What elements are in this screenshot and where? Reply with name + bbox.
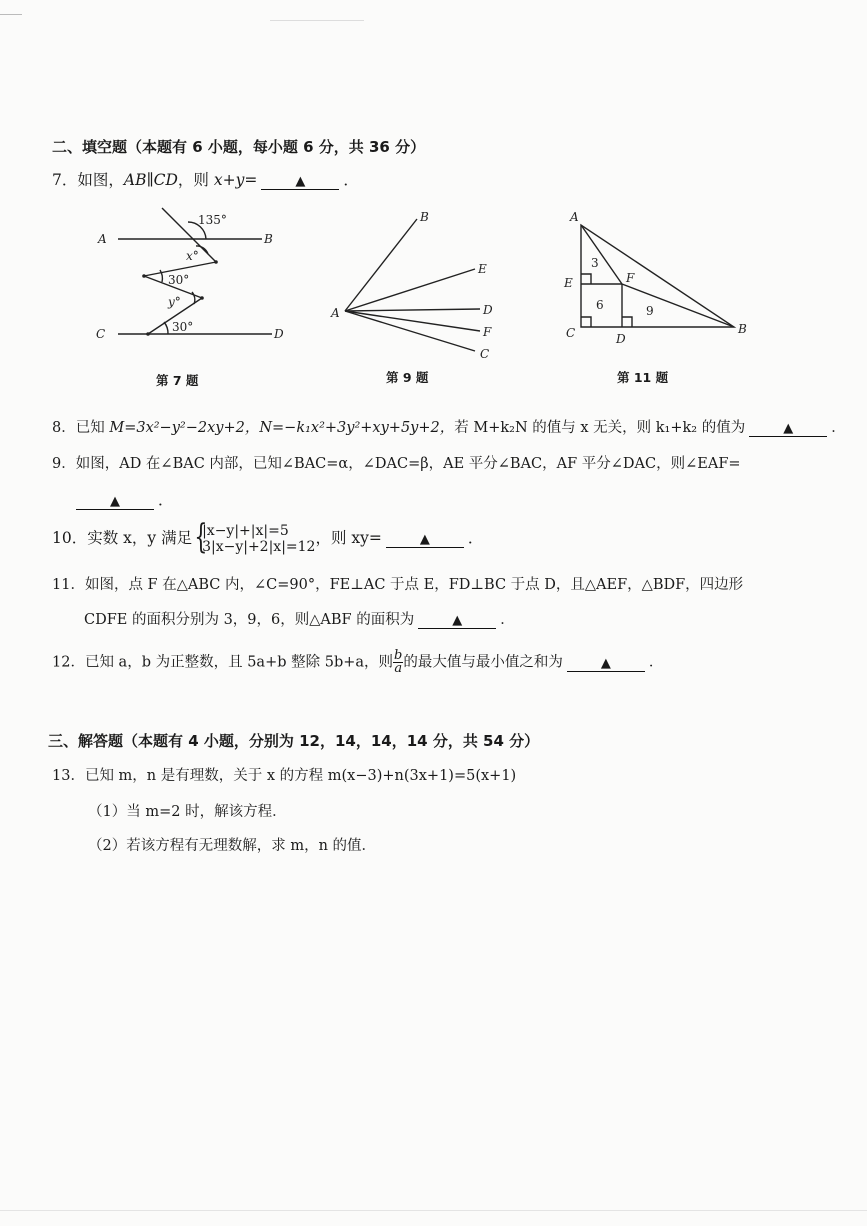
q7-mid: ，则 [177,171,214,189]
point-b: B [264,232,273,246]
question-8 [52,416,846,437]
ray-af [345,311,480,331]
question-10 [52,517,484,557]
answer-triangle-icon: ▲ [110,494,120,509]
point-b: B [738,322,747,336]
q10-answer-blank[interactable] [386,529,464,548]
figure-7-caption: 第 7 题 [156,373,199,388]
q11-text: CDFE 的面积分别为 3，9，6，则△ABF 的面积为 [84,612,415,628]
q12-answer-blank[interactable] [567,655,645,672]
q7-end: ． [343,171,359,189]
point-f: F [483,325,492,339]
point-f: F [626,271,635,285]
q9-end: ． [158,491,174,509]
label-x: x° [186,249,199,263]
q8-condition: 若 M+k₂N 的值与 x 无关，则 k₁+k₂ 的值为 [454,420,746,436]
q12-fraction [393,650,403,675]
point-a: A [570,210,579,224]
point-a: A [98,232,107,246]
area-3: 3 [591,256,599,270]
ray-ae [345,269,475,311]
arc-30b [164,322,168,334]
brace-icon: { [194,517,208,557]
q7-answer-blank[interactable] [261,171,339,190]
q10-equation-2: 3|x−y|+2|x|=12 [202,539,316,555]
answer-triangle-icon: ▲ [600,655,611,671]
answer-triangle-icon: ▲ [452,613,463,628]
question-9: 9．如图，AD 在∠BAC 内部，已知∠BAC=α，∠DAC=β，AE 平分∠BAC，AF 平分∠DAC，则∠EAF= [52,456,741,472]
q10-target: ，则 xy= [315,529,382,547]
point-a: A [331,306,340,320]
question-13-part-2: （2）若该方程有无理数解，求 m，n 的值． [88,838,377,854]
q10-equation-1: |x−y|+|x|=5 [202,523,289,539]
figure-11 [556,205,756,355]
point-d: D [274,327,284,341]
question-9-answer [76,488,174,510]
q10-equation-system [192,517,316,557]
answer-triangle-icon: ▲ [419,532,430,547]
figure-9-caption: 第 9 题 [386,370,429,385]
q10-number: 10．实数 x，y 满足 [52,529,193,547]
point-c: C [566,326,576,340]
section-3-heading: 三、解答题（本题有 4 小题，分别为 12，14，14，14 分，共 54 分） [48,732,540,750]
segment-af [581,225,622,284]
question-12 [52,650,663,675]
point-e: E [478,262,487,276]
q12-end: ． [648,654,664,671]
q11-answer-blank[interactable] [418,612,496,629]
q12-target: 的最大值与最小值之和为 [403,654,563,671]
question-13: 13．已知 m，n 是有理数，关于 x 的方程 m(x−3)+n(3x+1)=5(x+1) [52,768,517,784]
q8-end: ． [831,420,846,436]
label-30b: 30° [172,320,194,334]
q9-answer-blank[interactable] [76,491,154,510]
point-c: C [96,327,106,341]
q7-number: 7．如图， [52,171,124,189]
right-angle-c [581,317,591,327]
area-9: 9 [646,304,654,318]
figure-9 [325,205,505,365]
answer-triangle-icon: ▲ [295,174,306,189]
ray-ad [345,309,480,311]
q8-answer-blank[interactable] [749,420,827,437]
q11-end: ． [500,612,515,628]
point-c: C [480,347,490,361]
right-angle-d [622,317,632,327]
label-30a: 30° [168,273,190,287]
scan-edge-mark [270,20,364,21]
area-6: 6 [596,298,604,312]
q12-denominator: a [394,661,403,676]
answer-triangle-icon: ▲ [783,421,794,436]
figure-7 [90,200,300,350]
triangle-abc [581,225,734,327]
q7-condition: AB∥CD [123,171,178,189]
ray-ab [345,219,417,311]
scan-bottom-edge [0,1210,867,1211]
q8-n-definition: N=−k₁x²+3y²+xy+5y+2， [259,420,455,436]
label-135: 135° [198,213,227,227]
right-angle-e [581,274,591,284]
section-2-heading: 二、填空题（本题有 6 小题，每小题 6 分，共 36 分） [52,138,426,156]
question-7 [52,168,359,190]
point-b: B [420,210,429,224]
question-11-line-2 [84,608,515,629]
q12-numerator: b [394,648,403,663]
point-e: E [564,276,573,290]
q10-end: ． [467,529,484,547]
point-d: D [483,303,493,317]
point-d: D [616,332,626,346]
scan-edge-mark [0,14,22,15]
question-11-line-1: 11．如图，点 F 在△ABC 内，∠C=90°，FE⊥AC 于点 E，FD⊥BC 于点 D，且△AEF，△BDF，四边形 [52,577,744,593]
q7-expression: x+y= [213,171,258,189]
figure-11-caption: 第 11 题 [617,370,669,385]
q12-text: 12．已知 a，b 为正整数，且 5a+b 整除 5b+a，则 [52,654,394,671]
q8-number: 8．已知 [52,420,110,436]
ray-ac [345,311,475,351]
label-y: y° [168,295,181,309]
question-13-part-1: （1）当 m=2 时，解该方程． [88,804,287,820]
q8-m-definition: M=3x²−y²−2xy+2， [109,420,260,436]
